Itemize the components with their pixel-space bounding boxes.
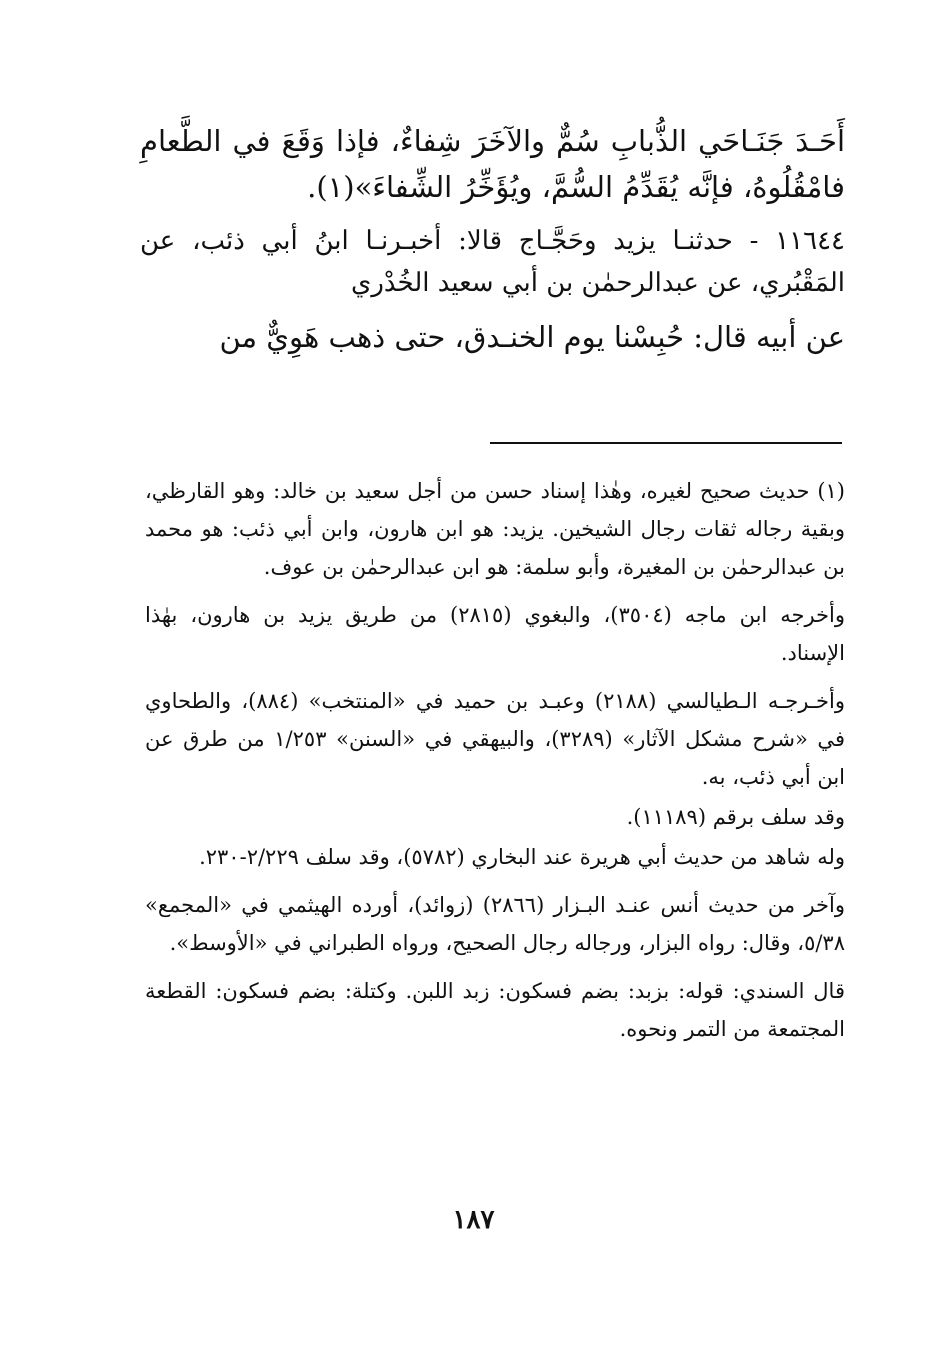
footnote-paragraph: وآخر من حديث أنس عنـد البـزار (٢٨٦٦) (زوائد)، أورده الهيثمي في «المجمع» ٥/٣٨، وقال: رواه البزار، ورجاله رجال الصحيح، ورواه الطبراني في «الأوسط». [145, 893, 845, 955]
hadith-isnad: ١١٦٤٤ - حدثنـا يزيد وحَجَّـاج قالا: أخبـرنـا ابنُ أبي ذئب، عن المَقْبُري، عن عبدالرحمٰن بن أبي سعيد الخُدْري [140, 226, 845, 298]
hadith-text-start: عن أبيه قال: حُبِسْنا يوم الخنـدق، حتى ذهب هَوِيٌّ من [219, 320, 845, 354]
footnote-separator [490, 442, 842, 444]
hadith-text-continuation: أَحَـدَ جَنَـاحَي الذُّبابِ سُمٌّ والآخَرَ شِفاءٌ، فإذا وَقَعَ في الطَّعامِ فامْقُلُوهُ، فإنَّه يُقَدِّمُ السُّمَّ، ويُؤَخِّرُ الشِّفاءَ»(١). [140, 124, 845, 204]
footnote-paragraph: (١) حديث صحيح لغيره، وهٰذا إسناد حسن من أجل سعيد بن خالد: وهو القارظي، وبقية رجاله ثقات رجال الشيخين. يزيد: هو ابن هارون، وابن أبي ذئب: هو محمد بن عبدالرحمٰن بن المغيرة، وأبو سلمة: هو ابن عبدالرحمٰن بن عوف. [145, 479, 845, 579]
main-text-block [140, 118, 845, 370]
footnote-paragraph: وأخـرجـه الـطيالسي (٢١٨٨) وعبـد بن حميد في «المنتخب» (٨٨٤)، والطحاوي في «شرح مشكل الآثار» (٣٢٨٩)، والبيهقي في «السنن» ١/٢٥٣ من طرق عن ابن أبي ذئب، به. [145, 689, 845, 789]
page-number: ١٨٧ [452, 1205, 495, 1235]
footnote-paragraph: وقد سلف برقم (١١١٨٩). [626, 805, 845, 829]
footnote-paragraph: وأخرجه ابن ماجه (٣٥٠٤)، والبغوي (٢٨١٥) من طريق يزيد بن هارون، بهٰذا الإسناد. [145, 603, 845, 665]
footnotes-block [145, 472, 845, 1058]
footnote-paragraph: وله شاهد من حديث أبي هريرة عند البخاري (٥٧٨٢)، وقد سلف ٢/٢٢٩-٢٣٠. [199, 845, 845, 869]
footnote-paragraph: قال السندي: قوله: بزبد: بضم فسكون: زبد اللبن. وكتلة: بضم فسكون: القطعة المجتمعة من التمر ونحوه. [145, 979, 845, 1041]
